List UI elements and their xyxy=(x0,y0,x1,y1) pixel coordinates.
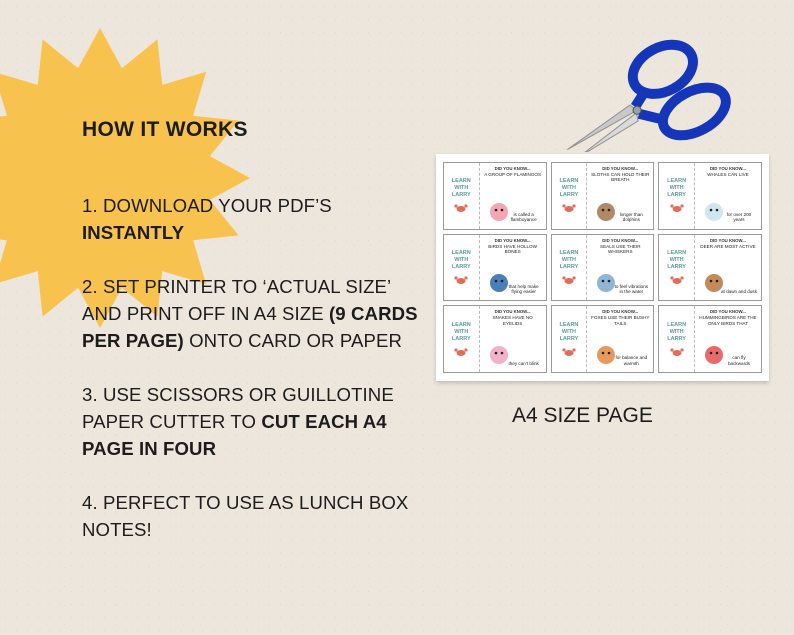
card-brand-panel xyxy=(444,306,480,372)
step-3: 3. USE SCISSORS OR GUILLOTINE PAPER CUTTER TO CUT EACH A4 PAGE IN FOUR xyxy=(82,384,394,459)
brand-label: LEARN WITH LARRY xyxy=(451,178,471,199)
fact-card xyxy=(658,162,762,230)
did-you-know-label: DID YOU KNOW... xyxy=(494,237,531,243)
fact-card xyxy=(443,234,547,302)
card-note: to feel vibrations in the water xyxy=(614,283,649,294)
did-you-know-label: DID YOU KNOW... xyxy=(494,309,531,315)
card-note: that help make flying easier xyxy=(508,283,539,294)
a4-page-label: A4 SIZE PAGE xyxy=(512,404,653,427)
card-content xyxy=(695,306,761,372)
page-title: HOW IT WORKS xyxy=(82,118,248,141)
card-note: is called a flamboyance xyxy=(510,211,537,223)
step-4: 4. PERFECT TO USE AS LUNCH BOX NOTES! xyxy=(82,492,409,540)
step-1: 1. DOWNLOAD YOUR PDF’S INSTANTLY xyxy=(82,195,332,243)
card-content xyxy=(587,163,653,229)
step-2: 2. SET PRINTER TO ‘ACTUAL SIZE’ AND PRINT OFF IN A4 SIZE (9 CARDS PER PAGE) ONTO CARD OR PAPER xyxy=(82,276,418,351)
brand-label: LEARN WITH LARRY xyxy=(451,321,471,342)
fact-card xyxy=(443,305,547,373)
card-content xyxy=(587,306,653,372)
crab-icon xyxy=(670,275,684,285)
card-fact: WHALES CAN LIVE xyxy=(707,172,749,177)
brand-label: LEARN WITH LARRY xyxy=(559,249,579,270)
crab-icon xyxy=(562,347,576,357)
did-you-know-label: DID YOU KNOW... xyxy=(494,166,531,171)
card-note: they can’t blink xyxy=(508,360,539,366)
card-brand-panel xyxy=(444,235,480,301)
card-brand-panel xyxy=(659,235,695,301)
card-fact: SLOTHS CAN HOLD THEIR BREATH xyxy=(591,172,650,183)
card-brand-panel xyxy=(659,306,695,372)
crab-icon xyxy=(670,203,684,213)
card-content xyxy=(695,235,761,301)
did-you-know-label: DID YOU KNOW... xyxy=(709,309,746,315)
card-content xyxy=(480,163,546,229)
brand-label: LEARN WITH LARRY xyxy=(667,321,687,342)
card-brand-panel xyxy=(659,163,695,229)
did-you-know-label: DID YOU KNOW... xyxy=(602,309,639,315)
card-fact: FOXES USE THEIR BUSHY TAILS xyxy=(591,315,650,326)
card-note: for over 200 years xyxy=(726,211,752,223)
card-brand-panel xyxy=(552,235,588,301)
card-content xyxy=(695,163,761,229)
a4-page-preview xyxy=(436,154,769,381)
steps-list xyxy=(82,192,427,570)
crab-icon xyxy=(454,275,468,285)
brand-label: LEARN WITH LARRY xyxy=(451,249,471,270)
fact-card xyxy=(551,162,655,230)
crab-icon xyxy=(562,275,576,285)
fact-card xyxy=(658,234,762,302)
brand-label: LEARN WITH LARRY xyxy=(559,178,579,199)
card-fact: SEALS USE THEIR WHISKERS xyxy=(600,243,641,255)
crab-icon xyxy=(454,203,468,213)
did-you-know-label: DID YOU KNOW... xyxy=(602,237,639,243)
crab-icon xyxy=(670,347,684,357)
fact-card xyxy=(443,162,547,230)
brand-label: LEARN WITH LARRY xyxy=(667,178,687,199)
brand-label: LEARN WITH LARRY xyxy=(667,249,687,270)
fact-card xyxy=(551,234,655,302)
did-you-know-label: DID YOU KNOW... xyxy=(709,166,746,171)
card-content xyxy=(587,235,653,301)
card-fact: A GROUP OF FLAMINGOS xyxy=(484,172,542,177)
card-grid xyxy=(443,162,762,373)
card-note: at dawn and dusk xyxy=(720,288,757,294)
card-brand-panel xyxy=(552,306,588,372)
did-you-know-label: DID YOU KNOW... xyxy=(602,166,639,171)
card-brand-panel xyxy=(444,163,480,229)
card-content xyxy=(480,235,546,301)
scissors-icon xyxy=(540,22,750,152)
card-fact: BIRDS HAVE HOLLOW BONES xyxy=(488,243,537,255)
card-brand-panel xyxy=(552,163,588,229)
crab-icon xyxy=(562,203,576,213)
card-note: longer than dolphins xyxy=(619,211,643,223)
card-fact: DEER ARE MOST ACTIVE xyxy=(700,243,756,249)
fact-card xyxy=(551,305,655,373)
card-fact: HUMMINGBIRDS ARE THE ONLY BIRDS THAT xyxy=(699,315,757,326)
card-fact: SNAKES HAVE NO EYELIDS xyxy=(492,315,533,326)
card-content xyxy=(480,306,546,372)
brand-label: LEARN WITH LARRY xyxy=(559,321,579,342)
fact-card xyxy=(658,305,762,373)
crab-icon xyxy=(454,347,468,357)
card-note: can fly backwards xyxy=(728,355,750,366)
card-note: for balance and warmth xyxy=(615,355,648,366)
did-you-know-label: DID YOU KNOW... xyxy=(709,237,746,243)
